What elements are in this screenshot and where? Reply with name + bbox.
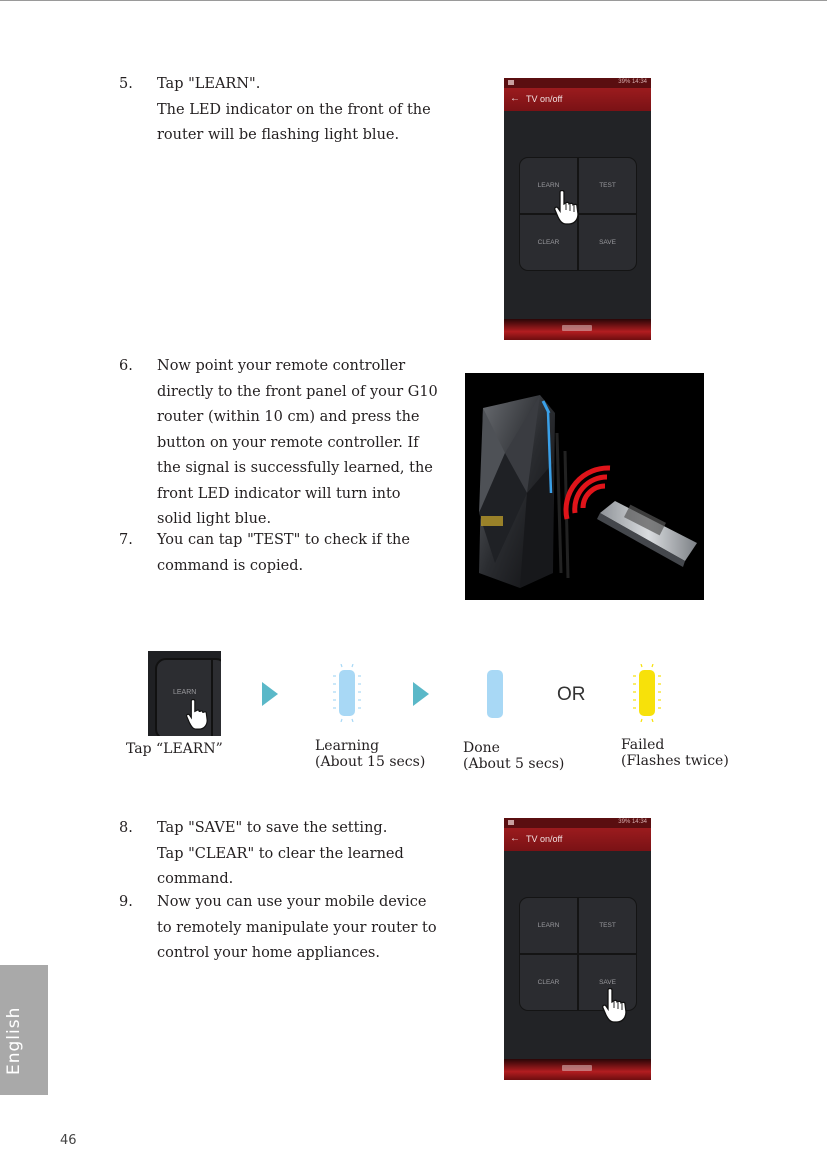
status-text: 39% 14:34 [618, 79, 647, 85]
app-footer [504, 319, 651, 340]
notification-icon [508, 820, 514, 825]
flashing-yellow-led-icon [631, 664, 663, 722]
step-line: Now you can use your mobile device [157, 894, 427, 910]
failed-caption [621, 737, 729, 769]
step-line: front LED indicator will turn into [157, 485, 401, 502]
step-line: Now point your remote controller [157, 358, 406, 374]
step-number: 9. [119, 894, 133, 910]
router-illustration [465, 373, 704, 600]
notification-icon [508, 80, 514, 85]
learn-button[interactable]: LEARN [537, 182, 560, 189]
status-text: 39% 14:34 [618, 819, 647, 825]
step-line: router will be flashing light blue. [157, 127, 400, 143]
test-button[interactable]: TEST [599, 922, 616, 929]
step-line: control your home appliances. [157, 945, 380, 961]
step-line: solid light blue. [157, 511, 272, 527]
tap-learn-caption: Tap “LEARN” [126, 741, 223, 757]
or-label: OR [557, 684, 586, 705]
step-line: command. [157, 871, 234, 887]
app-bar [504, 828, 651, 851]
status-bar [504, 78, 651, 88]
brand-logo [562, 1065, 592, 1071]
app-footer [504, 1059, 651, 1080]
phone-screen-save [504, 818, 651, 1080]
language-label: English [4, 1006, 24, 1075]
back-arrow-icon[interactable]: ← [510, 833, 520, 844]
learning-time: (About 15 secs) [315, 754, 426, 770]
step-line: directly to the front panel of your G10 [157, 383, 438, 400]
arrow-right-icon [262, 682, 278, 706]
step-number: 7. [119, 532, 133, 548]
learn-label: LEARN [173, 689, 197, 696]
language-side-tab [0, 965, 48, 1095]
tapping-hand-icon [554, 190, 588, 226]
top-rule [0, 0, 827, 1]
step-line: to remotely manipulate your router to [157, 919, 437, 936]
back-arrow-icon[interactable]: ← [510, 93, 520, 104]
done-time: (About 5 secs) [463, 756, 565, 772]
step-line: Tap "SAVE" to save the setting. [157, 820, 388, 836]
learn-button-closeup [148, 651, 221, 736]
phone-screen-learn [504, 78, 651, 340]
router-remote-photo [465, 373, 704, 600]
done-title: Done [463, 740, 500, 756]
brand-logo [562, 325, 592, 331]
failed-title: Failed [621, 737, 665, 753]
learning-caption [315, 738, 425, 770]
step-line: You can tap "TEST" to check if the [157, 532, 410, 548]
step-line: command is copied. [157, 557, 304, 574]
screen-title: TV on/off [526, 834, 563, 844]
step-line: router (within 10 cm) and press the [157, 409, 420, 425]
tapping-hand-icon [602, 988, 636, 1024]
arrow-right-icon [413, 682, 429, 706]
step-line: Tap "LEARN". [157, 76, 261, 92]
clear-button[interactable]: CLEAR [537, 239, 560, 246]
status-bar [504, 818, 651, 828]
step-line: the signal is successfully learned, the [157, 460, 433, 476]
app-bar [504, 88, 651, 111]
step-line: The LED indicator on the front of the [157, 101, 431, 118]
save-button[interactable]: SAVE [599, 239, 616, 246]
solid-blue-led-icon [486, 670, 504, 718]
step-line: button on your remote controller. If [157, 434, 419, 451]
learning-title: Learning [315, 738, 380, 754]
learn-button[interactable]: LEARN [537, 922, 560, 929]
screen-title: TV on/off [526, 94, 563, 104]
step-number: 5. [119, 76, 133, 92]
save-button[interactable]: SAVE [599, 979, 616, 986]
failed-time: (Flashes twice) [621, 753, 729, 769]
step-line: Tap "CLEAR" to clear the learned [157, 845, 404, 862]
test-button[interactable]: TEST [599, 182, 616, 189]
done-caption [463, 740, 564, 772]
tapping-hand-icon [186, 699, 216, 731]
flashing-blue-led-icon [331, 664, 363, 722]
clear-button[interactable]: CLEAR [537, 979, 560, 986]
page-number: 46 [60, 1133, 77, 1148]
step-number: 8. [119, 820, 133, 836]
step-number: 6. [119, 358, 133, 374]
